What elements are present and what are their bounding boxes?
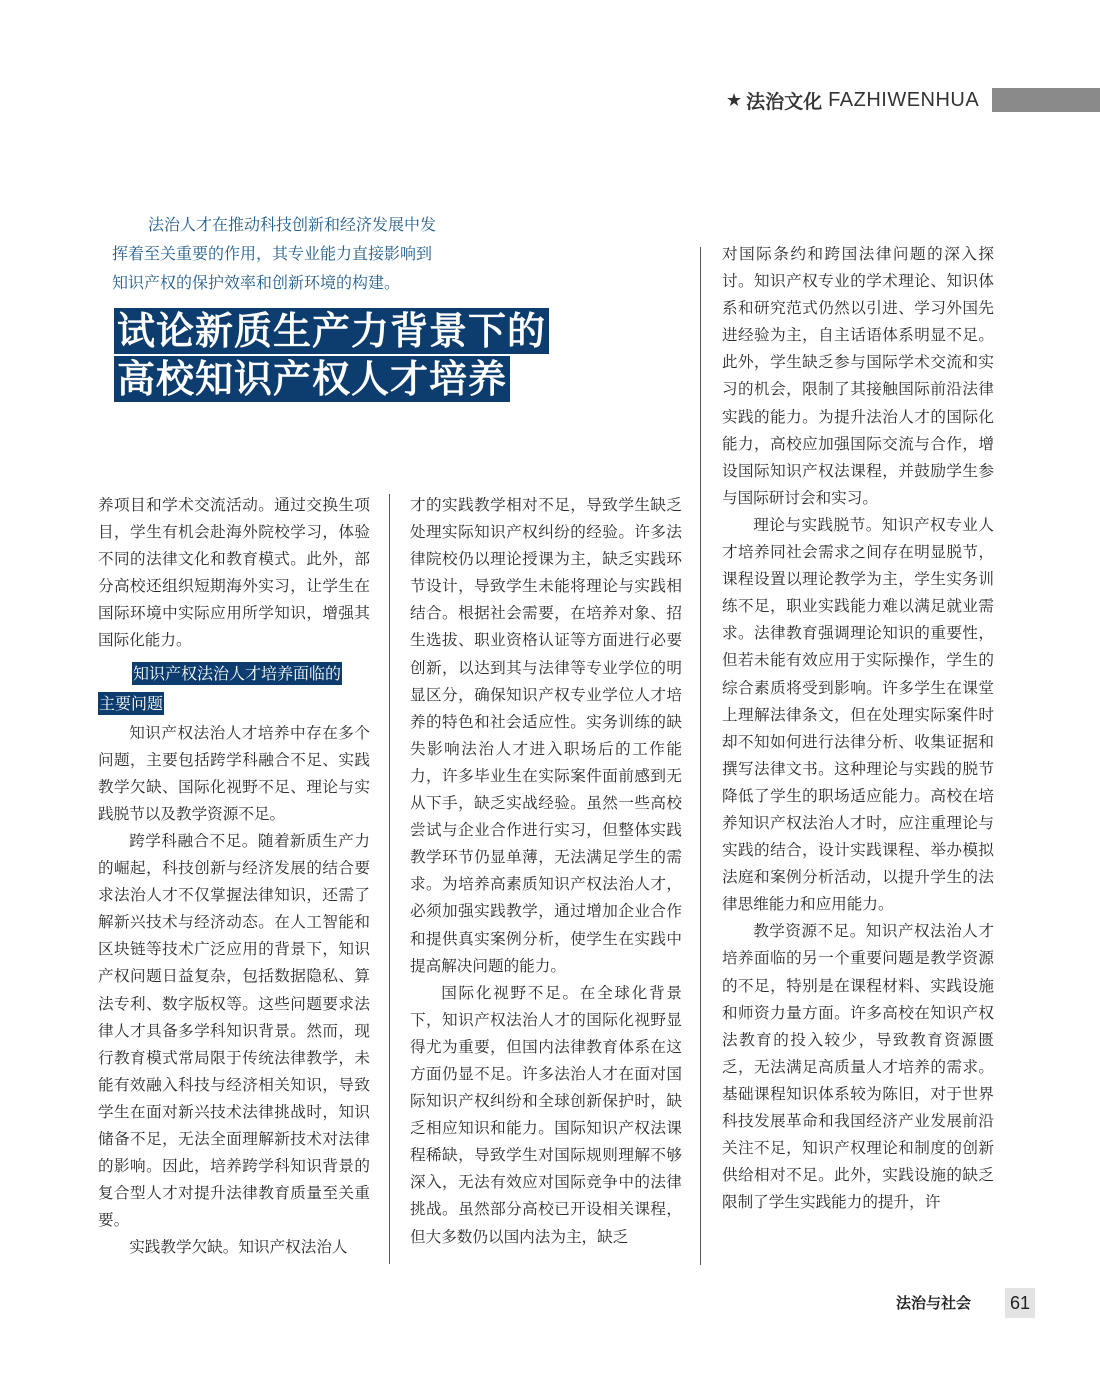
paragraph: 国际化视野不足。在全球化背景下，知识产权法治人才的国际化视野显得尤为重要，但国内法律教育体系在这方面仍显不足。许多法治人才在面对国际知识产权纠纷和全球创新保护时，缺乏相应知识和能力。国际知识产权法课程稀缺，导致学生对国际规则理解不够深入，无法有效应对国际竞争中的法律挑战。虽然部分高校已开设相关课程，但大多数仍以国内法为主，缺乏 xyxy=(410,983,682,1246)
section-name-cn: 法治文化 xyxy=(746,90,823,113)
paragraph: 养项目和学术交流活动。通过交换生项目，学生有机会赴海外院校学习，体验不同的法律文化和教育模式。此外，部分高校还组织短期海外实习，让学生在国际环境中实际应用所学知识，增强其国际化能力。 xyxy=(98,496,370,650)
publication-name: 法治与社会 xyxy=(896,1294,972,1312)
section-heading-line: 知识产权法治人才培养面临的 xyxy=(133,663,342,683)
star-icon: ★ xyxy=(726,89,743,111)
section-header xyxy=(726,88,1100,112)
abstract-line: 法治人才在推动科技创新和经济发展中发 xyxy=(148,215,437,234)
paragraph: 教学资源不足。知识产权法治人才培养面临的另一个重要问题是教学资源的不足，特别是在课程材料、实践设施和师资力量方面。许多高校在知识产权法教育的投入较少，导致教育资源匮乏，无法满足高质量人才培养的需求。基础课程知识体系较为陈旧，对于世界科技发展革命和我国经济产业发展前沿关注不足，知识产权理论和制度的创新供给相对不足。此外，实践设施的缺乏限制了学生实践能力的提升，许 xyxy=(722,922,994,1212)
section-heading xyxy=(98,659,370,719)
article-title xyxy=(114,308,549,402)
paragraph: 对国际条约和跨国法律问题的深入探讨。知识产权专业的学术理论、知识体系和研究范式仍然以引进、学习外国先进经验为主，自主话语体系明显不足。此外，学生缺乏参与国际学术交流和实习的机会，限制了其接触国际前沿法律实践的能力。为提升法治人才的国际化能力，高校应加强国际交流与合作，增设国际知识产权法课程，并鼓励学生参与国际研讨会和实习。 xyxy=(722,245,994,507)
column-middle xyxy=(410,492,682,1251)
paragraph: 知识产权法治人才培养中存在多个问题，主要包括跨学科融合不足、实践教学欠缺、国际化视野不足、理论与实践脱节以及教学资源不足。 xyxy=(98,723,370,823)
article-title-line: 高校知识产权人才培养 xyxy=(114,356,510,402)
column-left xyxy=(98,492,370,1261)
abstract xyxy=(112,210,492,297)
article-title-line: 试论新质生产力背景下的 xyxy=(114,308,549,354)
page-number: 61 xyxy=(1005,1288,1035,1318)
column-divider xyxy=(389,494,390,1264)
section-heading-line: 主要问题 xyxy=(99,693,164,713)
paragraph: 理论与实践脱节。知识产权专业人才培养同社会需求之间存在明显脱节，课程设置以理论教学为主，学生实务训练不足，职业实践能力难以满足就业需求。法律教育强调理论知识的重要性，但若未能有效应用于实际操作，学生的综合素质将受到影响。许多学生在课堂上理解法律条文，但在处理实际案件时却不知如何进行法律分析、收集证据和撰写法律文书。这种理论与实践的脱节降低了学生的职场适应能力。高校在培养知识产权法治人才时，应注重理论与实践的结合，设计实践课程、举办模拟法庭和案例分析活动，以提升学生的法律思维能力和应用能力。 xyxy=(722,515,994,914)
paragraph: 才的实践教学相对不足，导致学生缺乏处理实际知识产权纠纷的经验。许多法律院校仍以理论授课为主，缺乏实践环节设计，导致学生未能将理论与实践相结合。根据社会需要，在培养对象、招生选拔、职业资格认证等方面进行必要创新，以达到其与法律等专业学位的明显区分，确保知识产权专业学位人才培养的特色和社会适应性。实务训练的缺失影响法治人才进入职场后的工作能力，许多毕业生在实际案件面前感到无从下手，缺乏实战经验。虽然一些高校尝试与企业合作进行实习，但整体实践教学环节仍显单薄，无法满足学生的需求。为培养高素质知识产权法治人才，必须加强实践教学，通过增加企业合作和提供真实案例分析，使学生在实践中提高解决问题的能力。 xyxy=(410,496,682,975)
paragraph: 实践教学欠缺。知识产权法治人 xyxy=(129,1238,348,1257)
paragraph: 跨学科融合不足。随着新质生产力的崛起，科技创新与经济发展的结合要求法治人才不仅掌握法律知识，还需了解新兴技术与经济动态。在人工智能和区块链等技术广泛应用的背景下，知识产权问题日益复杂，包括数据隐私、算法专利、数字版权等。这些问题要求法律人才具备多学科知识背景。然而，现行教育模式常局限于传统法律教学，未能有效融入科技与经济相关知识，导致学生在面对新兴技术法律挑战时，知识储备不足，无法全面理解新技术对法律的影响。因此，培养跨学科知识背景的复合型人才对提升法律教育质量至关重要。 xyxy=(98,831,370,1230)
abstract-line: 知识产权的保护效率和创新环境的构建。 xyxy=(112,273,401,292)
column-divider xyxy=(700,247,701,1265)
header-bar xyxy=(992,88,1100,112)
section-name-en: FAZHIWENHUA xyxy=(828,88,980,111)
abstract-line: 挥着至关重要的作用，其专业能力直接影响到 xyxy=(112,244,433,263)
column-right xyxy=(722,241,994,1216)
